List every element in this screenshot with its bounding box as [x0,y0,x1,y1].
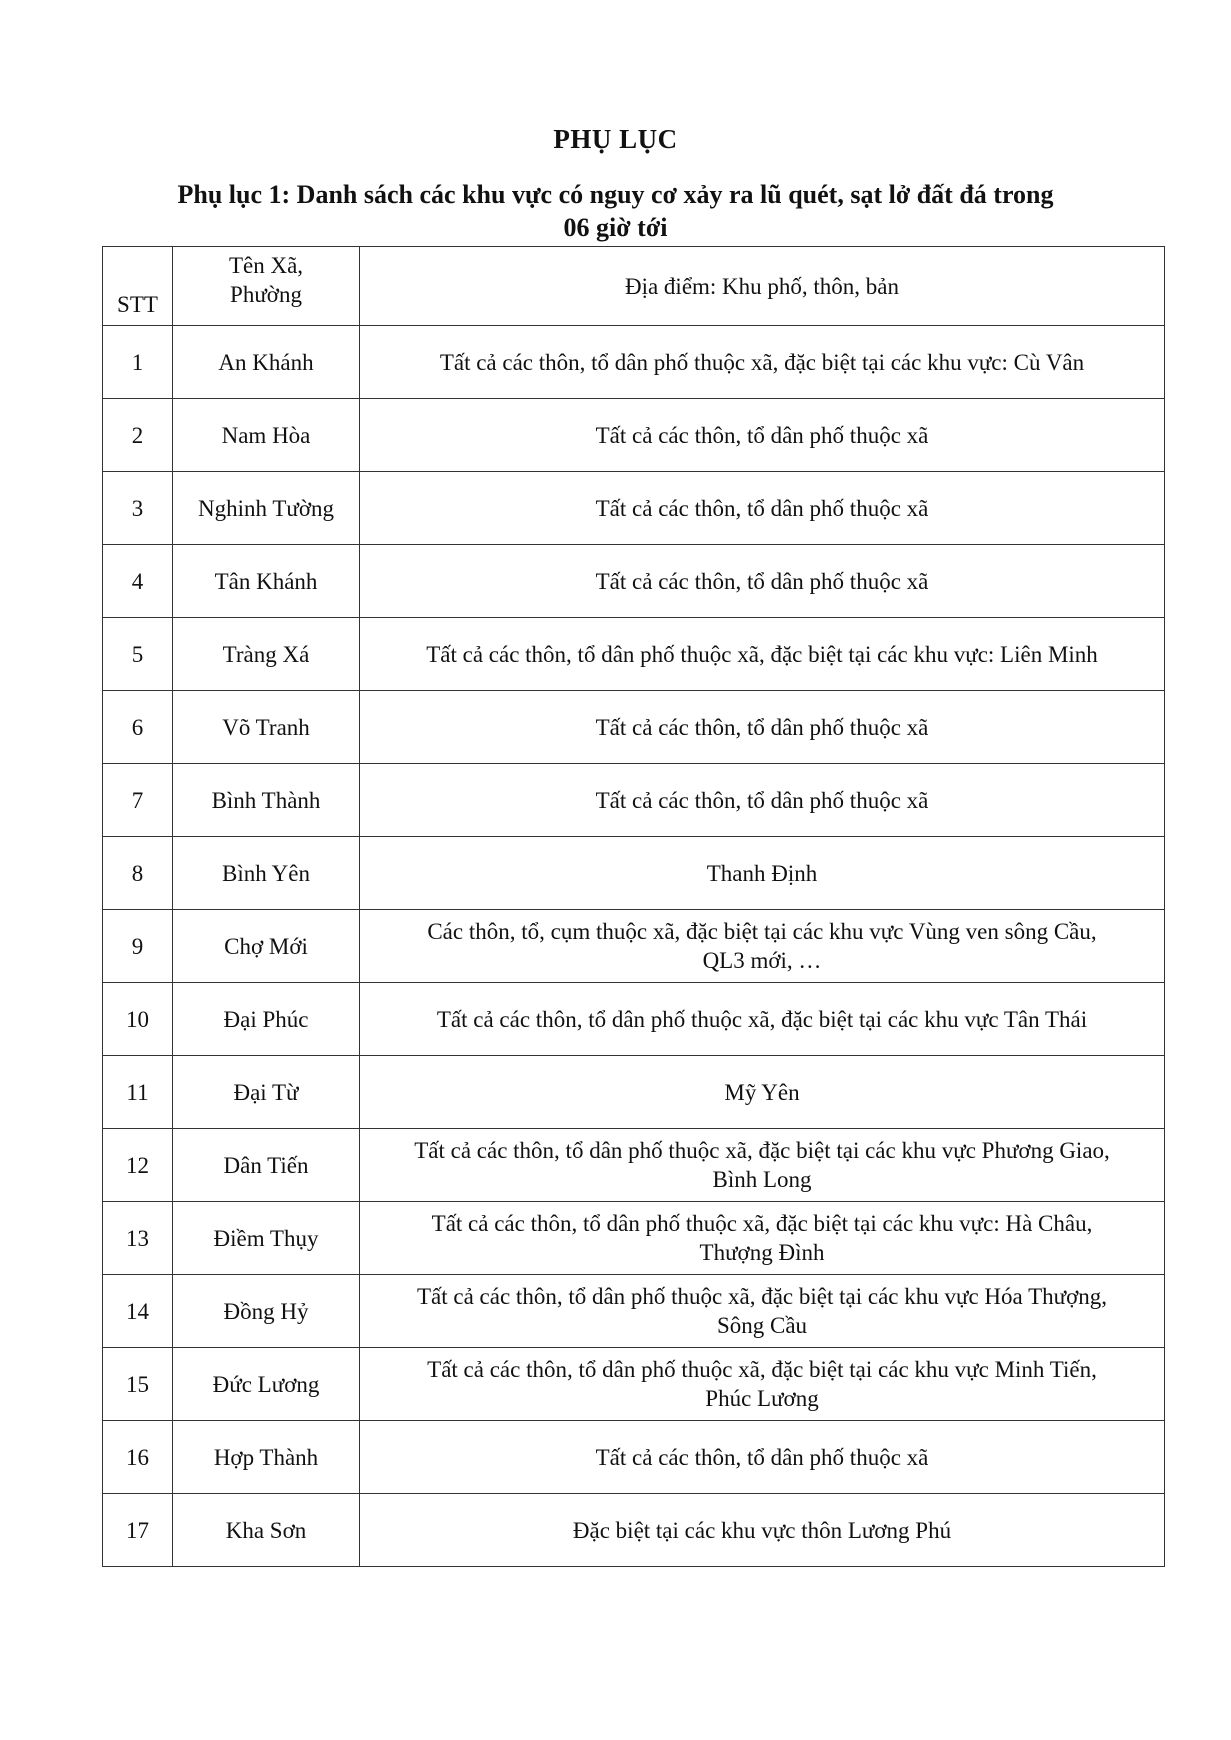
table-row [103,1348,1165,1421]
row-location [360,983,1165,1056]
row-stt: 16 [103,1421,173,1494]
row-location [360,545,1165,618]
table-row [103,764,1165,837]
row-stt: 4 [103,545,173,618]
row-location-line-1: Đặc biệt tại các khu vực thôn Lương Phú [572,1517,952,1543]
row-stt: 12 [103,1129,173,1202]
row-stt: 17 [103,1494,173,1567]
subtitle-line-2: 06 giờ tới [563,213,668,242]
row-location-line-2: Thượng Đình [699,1240,825,1265]
subtitle-line-1: Phụ lục 1: Danh sách các khu vực có nguy cơ xảy ra lũ quét, sạt lở đất đá trong [177,180,1054,209]
row-location-line-1: Tất cả các thôn, tổ dân phố thuộc xã [595,568,929,594]
table-row [103,326,1165,399]
row-location [360,399,1165,472]
row-location-line-2: Sông Cầu [716,1313,808,1338]
row-location [360,1202,1165,1275]
row-commune-name: Kha Sơn [173,1494,360,1567]
header-commune-name [173,247,360,326]
row-commune-name: Võ Tranh [173,691,360,764]
row-location-line-1: Các thôn, tổ, cụm thuộc xã, đặc biệt tại các khu vực Vùng ven sông Cầu, [427,919,1097,944]
row-stt: 8 [103,837,173,910]
table-row [103,1056,1165,1129]
row-location-line-1: Tất cả các thôn, tổ dân phố thuộc xã, đặc biệt tại các khu vực Tân Thái [436,1006,1088,1032]
header-name-line-1: Tên Xã, [228,253,304,278]
table-header-row [103,247,1165,326]
row-commune-name: Đức Lương [173,1348,360,1421]
table-row [103,545,1165,618]
row-location-line-1: Tất cả các thôn, tổ dân phố thuộc xã, đặc biệt tại các khu vực: Hà Châu, [431,1211,1093,1236]
row-location [360,1494,1165,1567]
table-row [103,1494,1165,1567]
row-stt: 9 [103,910,173,983]
row-location-line-1: Tất cả các thôn, tổ dân phố thuộc xã [595,495,929,521]
row-location-line-1: Tất cả các thôn, tổ dân phố thuộc xã, đặc biệt tại các khu vực Hóa Thượng, [416,1284,1107,1309]
row-location [360,1421,1165,1494]
row-location-line-2: Bình Long [712,1167,812,1192]
row-commune-name: Đại Phúc [173,983,360,1056]
row-commune-name: Nghinh Tường [173,472,360,545]
row-commune-name: Chợ Mới [173,910,360,983]
row-location [360,1056,1165,1129]
risk-area-table [102,246,1165,1567]
table-row [103,910,1165,983]
row-location-line-1: Tất cả các thôn, tổ dân phố thuộc xã, đặc biệt tại các khu vực: Cù Vân [439,349,1085,375]
table-row [103,837,1165,910]
row-stt: 5 [103,618,173,691]
row-location [360,1275,1165,1348]
table-row [103,618,1165,691]
row-stt: 6 [103,691,173,764]
row-commune-name: Hợp Thành [173,1421,360,1494]
table-row [103,691,1165,764]
document-subtitle [0,178,1231,244]
row-stt: 15 [103,1348,173,1421]
row-stt: 2 [103,399,173,472]
row-location [360,618,1165,691]
table-row [103,1421,1165,1494]
header-name-line-2: Phường [230,282,302,307]
row-stt: 11 [103,1056,173,1129]
table-row [103,1129,1165,1202]
document-title: PHỤ LỤC [553,124,678,154]
row-stt: 1 [103,326,173,399]
row-commune-name: Tân Khánh [173,545,360,618]
row-location-line-1: Tất cả các thôn, tổ dân phố thuộc xã [595,787,929,813]
header-stt: STT [103,247,173,326]
row-location-line-1: Tất cả các thôn, tổ dân phố thuộc xã, đặc biệt tại các khu vực: Liên Minh [426,641,1098,667]
row-stt: 10 [103,983,173,1056]
table-row [103,983,1165,1056]
row-commune-name: Điềm Thụy [173,1202,360,1275]
row-location [360,326,1165,399]
row-location-line-2: Phúc Lương [705,1386,819,1411]
row-location [360,1348,1165,1421]
row-location [360,764,1165,837]
row-location-line-1: Thanh Định [706,860,818,886]
row-stt: 3 [103,472,173,545]
row-location [360,691,1165,764]
row-commune-name: An Khánh [173,326,360,399]
row-commune-name: Đại Từ [173,1056,360,1129]
table-row [103,399,1165,472]
row-location-line-1: Tất cả các thôn, tổ dân phố thuộc xã [595,1444,929,1470]
row-location [360,910,1165,983]
row-commune-name: Đồng Hỷ [173,1275,360,1348]
row-location-line-2: QL3 mới, … [702,948,822,973]
table-row [103,1275,1165,1348]
row-commune-name: Dân Tiến [173,1129,360,1202]
row-commune-name: Nam Hòa [173,399,360,472]
row-location-line-1: Tất cả các thôn, tổ dân phố thuộc xã, đặc biệt tại các khu vực Phương Giao, [414,1138,1110,1163]
header-location: Địa điểm: Khu phố, thôn, bản [360,247,1165,326]
row-location-line-1: Tất cả các thôn, tổ dân phố thuộc xã [595,714,929,740]
row-location-line-1: Tất cả các thôn, tổ dân phố thuộc xã, đặc biệt tại các khu vực Minh Tiến, [427,1357,1097,1382]
row-location [360,837,1165,910]
row-location-line-1: Mỹ Yên [724,1079,800,1105]
row-location-line-1: Tất cả các thôn, tổ dân phố thuộc xã [595,422,929,448]
table-row [103,472,1165,545]
row-commune-name: Bình Yên [173,837,360,910]
row-stt: 14 [103,1275,173,1348]
row-stt: 13 [103,1202,173,1275]
row-commune-name: Bình Thành [173,764,360,837]
row-location [360,472,1165,545]
table-row [103,1202,1165,1275]
row-commune-name: Tràng Xá [173,618,360,691]
row-location [360,1129,1165,1202]
row-stt: 7 [103,764,173,837]
